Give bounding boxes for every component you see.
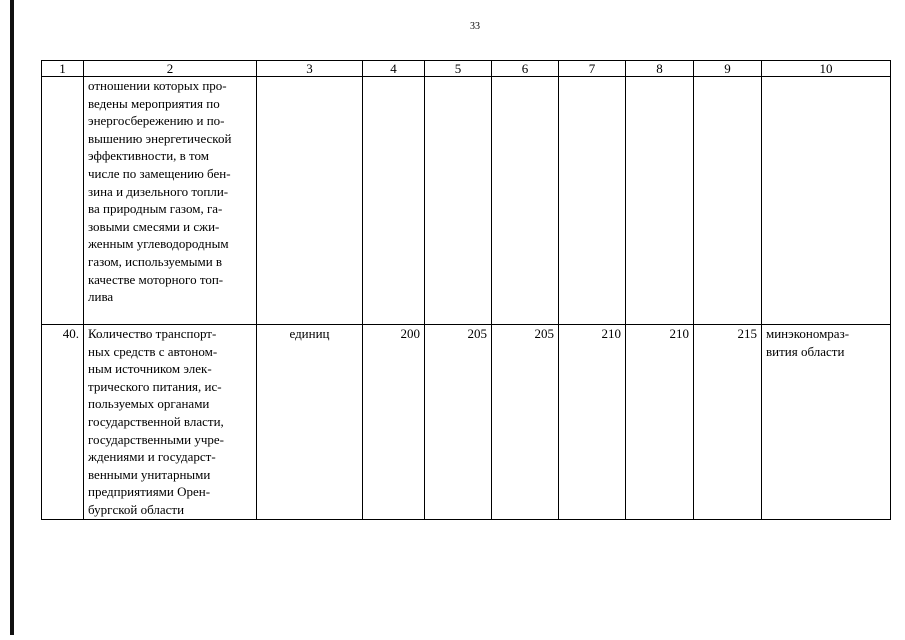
row-value-8: 210 [626,325,694,520]
description-line: отношении которых про- [88,78,227,93]
row-unit: единиц [257,325,363,520]
scan-edge [10,0,14,635]
description-line: зовыми смесями и сжи- [88,218,220,234]
row-responsible [762,77,891,325]
description-line: ва природным газом, га- [88,201,223,217]
column-header-4: 4 [363,61,425,77]
row-value-6: 205 [492,325,559,520]
description-line: вышению энергетической [88,130,232,146]
column-header-8: 8 [626,61,694,77]
row-value-9 [694,77,762,325]
row-number [42,77,84,325]
description-line: ведены мероприятия по [88,95,220,111]
description-line: ных средств с автоном- [88,343,218,359]
row-value-7: 210 [559,325,626,520]
description-line: зина и дизельного топли- [88,183,229,199]
description-line: предприятиями Орен- [88,484,211,500]
column-header-10: 10 [762,61,891,77]
description-line: качестве моторного топ- [88,271,224,287]
row-description [84,325,257,520]
row-unit [257,77,363,325]
responsible-line: вития области [766,343,845,359]
description-line: ным источником элек- [88,361,212,377]
row-description [84,77,257,325]
description-line: Количество транспорт- [88,326,217,341]
description-line: пользуемых органами [88,396,210,412]
column-header-9: 9 [694,61,762,77]
row-responsible [762,325,891,520]
column-header-2: 2 [84,61,257,77]
description-line: женным углеводородным [88,236,229,252]
description-line: трического питания, ис- [88,378,222,394]
data-table [41,60,891,520]
row-value-5 [425,77,492,325]
description-line: государственной власти, [88,413,224,429]
column-header-1: 1 [42,61,84,77]
description-line: лива [88,289,114,305]
description-line: государственными учре- [88,431,224,447]
description-line: эффективности, в том [88,148,210,164]
description-line: числе по замещению бен- [88,165,231,181]
page-number: 33 [470,21,480,32]
row-value-5: 205 [425,325,492,520]
row-value-4: 200 [363,325,425,520]
row-value-8 [626,77,694,325]
description-line: бургской области [88,501,185,517]
description-line: ждениями и государст- [88,449,216,465]
description-line: газом, используемыми в [88,253,223,269]
row-value-9: 215 [694,325,762,520]
row-number: 40. [42,325,84,520]
table-row [42,325,891,520]
column-header-6: 6 [492,61,559,77]
row-value-7 [559,77,626,325]
table-row [42,77,891,325]
description-line: венными унитарными [88,466,211,482]
column-header-5: 5 [425,61,492,77]
column-header-3: 3 [257,61,363,77]
row-value-4 [363,77,425,325]
header-row [42,61,891,77]
description-line: энергосбережению и по- [88,113,225,129]
row-value-6 [492,77,559,325]
responsible-line: минэкономраз- [766,326,850,341]
column-header-7: 7 [559,61,626,77]
